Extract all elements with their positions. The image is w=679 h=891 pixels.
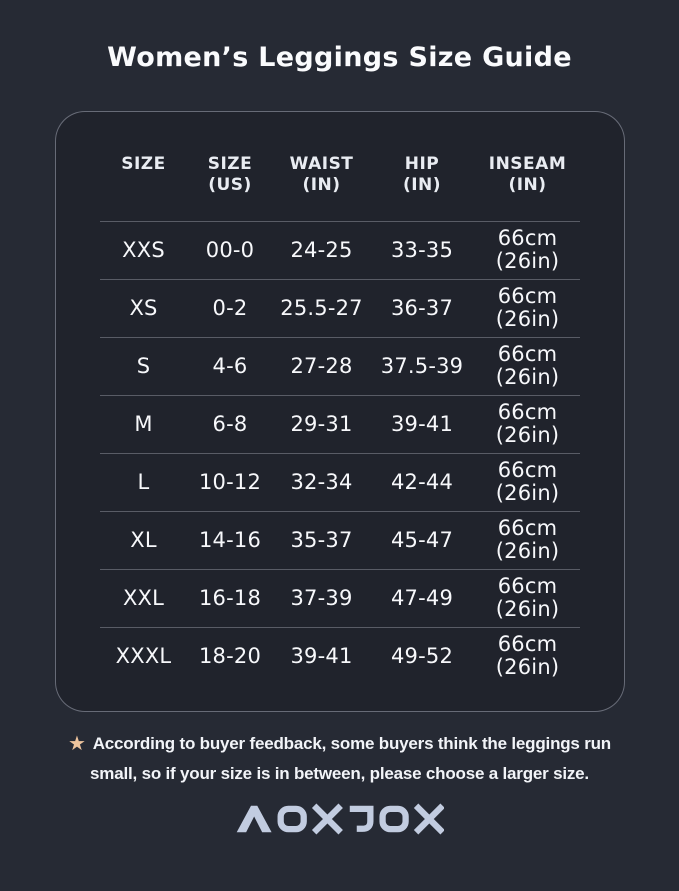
size-label: XXXL	[115, 644, 172, 668]
inseam-value: 66cm (26in)	[495, 574, 560, 621]
star-icon: ★	[67, 732, 86, 755]
column-header-hip: HIP (IN)	[402, 154, 442, 196]
inseam-value: 66cm (26in)	[495, 458, 560, 505]
hip-value: 45-47	[390, 528, 454, 552]
inseam-value: 66cm (26in)	[495, 226, 560, 273]
size-us-value: 6-8	[212, 412, 248, 436]
size-us-value: 18-20	[198, 644, 262, 668]
column-header-size: SIZE	[121, 154, 166, 174]
hip-value: 49-52	[390, 644, 454, 668]
waist-value: 32-34	[290, 470, 353, 494]
hip-value: 37.5-39	[380, 354, 464, 378]
table-header-row	[100, 154, 580, 221]
size-us-value: 4-6	[212, 354, 248, 378]
size-label: L	[137, 470, 150, 494]
table-row	[100, 221, 580, 279]
waist-value: 29-31	[290, 412, 353, 436]
size-us-value: 10-12	[198, 470, 262, 494]
table-row	[100, 453, 580, 511]
column-header-inseam: INSEAM (IN)	[488, 154, 567, 196]
hip-value: 39-41	[390, 412, 454, 436]
size-us-value: 14-16	[198, 528, 262, 552]
size-chart-panel	[55, 111, 625, 712]
waist-value: 37-39	[290, 586, 353, 610]
table-row	[100, 337, 580, 395]
size-label: XXL	[122, 586, 165, 610]
inseam-value: 66cm (26in)	[495, 284, 560, 331]
size-label: XS	[129, 296, 158, 320]
note-line-1: According to buyer feedback, some buyers think the leggings run	[92, 733, 611, 753]
waist-value: 27-28	[290, 354, 353, 378]
waist-value: 24-25	[290, 238, 353, 262]
size-label: S	[136, 354, 151, 378]
size-label: XL	[130, 528, 157, 552]
hip-value: 36-37	[390, 296, 454, 320]
waist-value: 35-37	[290, 528, 353, 552]
waist-value: 39-41	[290, 644, 353, 668]
table-row	[100, 279, 580, 337]
column-header-size-us: SIZE (US)	[207, 154, 253, 196]
table-row	[100, 569, 580, 627]
table-row	[100, 395, 580, 453]
brand-logo	[0, 802, 679, 840]
table-row	[100, 511, 580, 569]
waist-value: 25.5-27	[280, 296, 363, 320]
hip-value: 33-35	[390, 238, 454, 262]
page-title: Women’s Leggings Size Guide	[107, 42, 572, 73]
aoxjox-logo-icon	[236, 802, 444, 836]
buyer-feedback-note	[35, 728, 645, 787]
size-label: M	[134, 412, 153, 436]
hip-value: 42-44	[390, 470, 454, 494]
inseam-value: 66cm (26in)	[495, 516, 560, 563]
size-us-value: 16-18	[198, 586, 262, 610]
size-label: XXS	[122, 238, 165, 262]
size-us-value: 00-0	[205, 238, 255, 262]
size-us-value: 0-2	[212, 296, 248, 320]
inseam-value: 66cm (26in)	[495, 632, 560, 679]
table-row	[100, 627, 580, 685]
column-header-waist: WAIST (IN)	[289, 154, 354, 196]
inseam-value: 66cm (26in)	[495, 400, 560, 447]
hip-value: 47-49	[390, 586, 454, 610]
inseam-value: 66cm (26in)	[495, 342, 560, 389]
note-line-2: small, so if your size is in between, please choose a larger size.	[90, 763, 589, 783]
